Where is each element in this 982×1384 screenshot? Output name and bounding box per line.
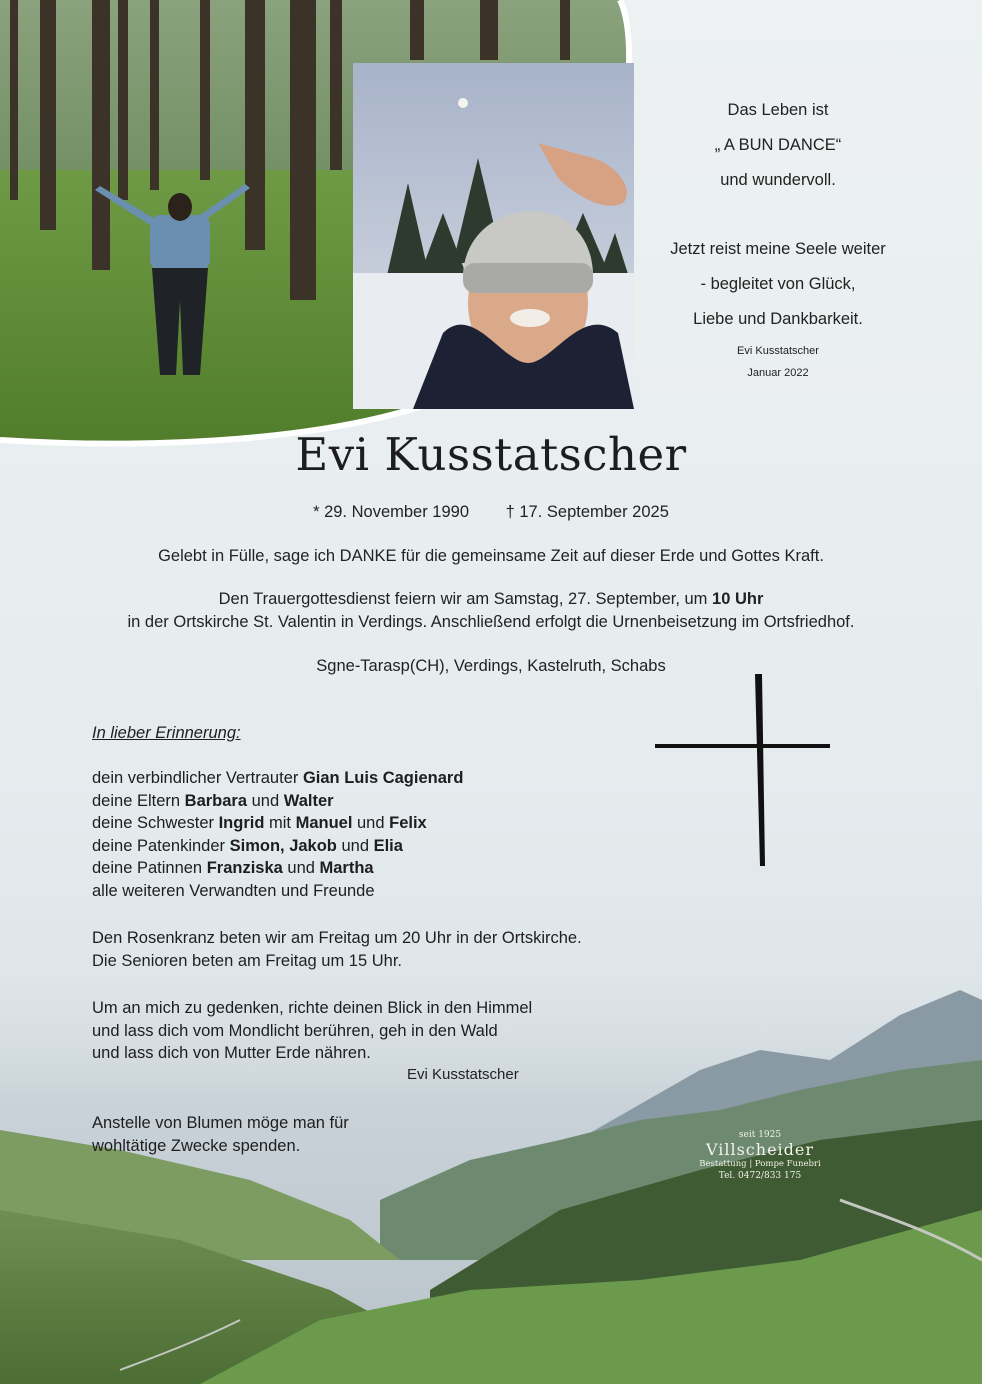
logo-brand: Villscheider [705,1140,815,1159]
mourner-relation: alle weiteren Verwandten und Freunde [92,881,375,900]
logo-phone: Tel. 0472/833 175 [718,1171,802,1181]
mourner-line [92,812,463,835]
mourner-relation: deine Patenkinder [92,836,230,855]
mourner-relation: deine Schwester [92,814,219,833]
mourner-line [92,835,463,858]
mourner-relation: und [282,859,320,878]
logo-subtitle: Bestattung | Pompe Funebri [699,1159,821,1169]
service-text [0,588,982,634]
service-time: 10 Uhr [712,590,764,608]
death-date: † 17. September 2025 [505,503,669,521]
poem-line: und lass dich von Mutter Erde nähren. [92,1044,371,1063]
rosary-line: Den Rosenkranz beten wir am Freitag um 20 Uhr in der Ortskirche. [92,929,582,947]
mourner-name: Simon, Jakob [229,836,337,855]
poem-line: und lass dich vom Mondlicht berühren, geh in den Wald [92,1021,498,1040]
quote-author: Evi Kusstatscher [737,345,819,357]
donation-text [92,1112,349,1157]
mourner-line [92,790,463,813]
mourner-name: Barbara [184,791,248,810]
poem-text [92,997,532,1065]
quote-line: und wundervoll. [720,171,836,189]
mourner-name: Elia [373,836,403,855]
mourner-name: Gian Luis Cagienard [302,769,464,787]
mourners-list [92,767,463,903]
mourner-line [92,880,463,903]
funeral-home-logo [690,1130,830,1181]
donation-line: Anstelle von Blumen möge man für [92,1114,349,1132]
life-dates [0,503,982,522]
quote-line: Das Leben ist [727,101,829,119]
portrait-photo [353,63,634,409]
thanks-text: Gelebt in Fülle, sage ich DANKE für die gemeinsame Zeit auf dieser Erde und Gottes Kraft. [158,547,824,565]
birth-date: * 29. November 1990 [313,503,470,521]
mourner-name: Walter [283,791,334,810]
places-text: Sgne-Tarasp(CH), Verdings, Kastelruth, Schabs [316,657,666,675]
mourner-relation: und [336,836,374,855]
mourner-line [92,857,463,880]
quote-block [640,96,916,384]
logo-since: seit 1925 [738,1130,782,1140]
poem-line: Um an mich zu gedenken, richte deinen Blick in den Himmel [92,999,533,1017]
mourner-line [92,767,463,790]
service-line1: Den Trauergottesdienst feiern wir am Samstag, 27. September, um [218,590,713,608]
mourner-name: Felix [389,814,427,833]
donation-line: wohltätige Zwecke spenden. [92,1136,301,1155]
mourner-relation: deine Patinnen [92,859,207,878]
quote-date: Januar 2022 [747,367,809,379]
quote-line: Jetzt reist meine Seele weiter [670,240,886,258]
mourner-relation: deine Eltern [92,791,185,810]
mourner-relation: und [352,814,390,833]
mourner-relation: und [247,791,284,810]
service-line2: in der Ortskirche St. Valentin in Verdings. Anschließend erfolgt die Urnenbeisetzung im Ortsfriedhof. [127,613,855,631]
mourner-name: Manuel [295,814,353,833]
memory-heading: In lieber Erinnerung: [92,724,241,742]
quote-line: „ A BUN DANCE“ [714,136,842,154]
poem-author: Evi Kusstatscher [407,1066,519,1083]
mourner-name: Franziska [206,859,283,878]
quote-line: - begleitet von Glück, [700,275,856,293]
mourner-name: Ingrid [218,814,265,833]
mourner-relation: mit [264,814,296,833]
quote-line: Liebe und Dankbarkeit. [693,310,863,328]
deceased-name: Evi Kusstatscher [295,428,687,481]
mourner-relation: dein verbindlicher Vertrauter [92,769,303,787]
cross-icon [652,674,832,869]
mourner-name: Martha [319,859,374,878]
